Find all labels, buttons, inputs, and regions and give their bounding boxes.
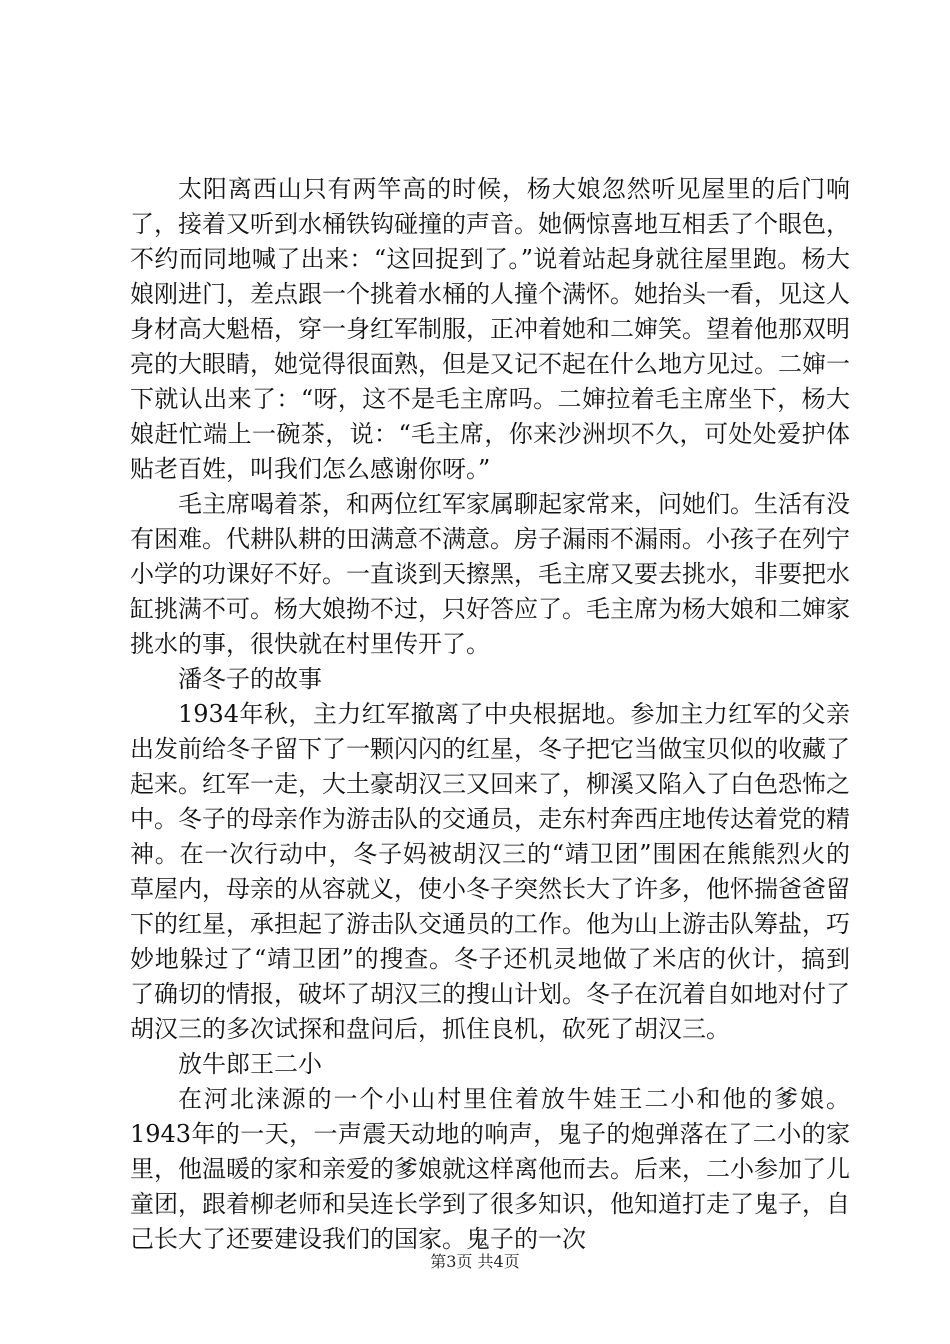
paragraph: 1934年秋，主力红军撤离了中央根据地。参加主力红军的父亲出发前给冬子留下了一颗闪闪的红星，冬子把它当做宝贝似的收藏了起来。红军一走，大土豪胡汉三又回来了，柳溪又陷入了白色恐怖之中。冬子的母亲作为游击队的交通员，走东村奔西庄地传达着党的精神。在一次行动中，冬子妈被胡汉三的“靖卫团”围困在熊熊烈火的草屋内，母亲的从容就义，使小冬子突然长大了许多，他怀揣爸爸留下的红星，承担起了游击队交通员的工作。他为山上游击队筹盐，巧妙地躲过了“靖卫团”的搜查。冬子还机灵地做了米店的伙计，搞到了确切的情报，破坏了胡汉三的搜山计划。冬子在沉着自如地对付了胡汉三的多次试探和盘问后，抓住良机，砍死了胡汉三。 (130, 700, 850, 1043)
paragraph: 毛主席喝着茶，和两位红军家属聊起家常来，问她们。生活有没有困难。代耕队耕的田满意不满意。房子漏雨不漏雨。小孩子在列宁小学的功课好不好。一直谈到天擦黑，毛主席又要去挑水，非要把水缸挑满不可。杨大娘拗不过，只好答应了。毛主席为杨大娘和二婶家挑水的事，很快就在村里传开了。 (130, 490, 850, 658)
document-body (130, 172, 850, 1257)
paragraph: 在河北涞源的一个小山村里住着放牛娃王二小和他的爹娘。1943年的一天，一声震天动地的响声，鬼子的炮弹落在了二小的家里，他温暖的家和亲爱的爹娘就这样离他而去。后来，二小参加了儿童团，跟着柳老师和吴连长学到了很多知识，他知道打走了鬼子，自己长大了还要建设我们的国家。鬼子的一次 (130, 1085, 850, 1253)
page-number-footer: 第3页 共4页 (430, 1252, 520, 1271)
section-heading: 放牛郎王二小 (178, 1050, 322, 1078)
section-heading: 潘冬子的故事 (178, 665, 322, 693)
paragraph: 太阳离西山只有两竿高的时候，杨大娘忽然听见屋里的后门响了，接着又听到水桶铁钩碰撞的声音。她俩惊喜地互相丢了个眼色，不约而同地喊了出来：“这回捉到了。”说着站起身就往屋里跑。杨大娘刚进门，差点跟一个挑着水桶的人撞个满怀。她抬头一看，见这人身材高大魁梧，穿一身红军制服，正冲着她和二婶笑。望着他那双明亮的大眼睛，她觉得很面熟，但是又记不起在什么地方见过。二婶一下就认出来了：“呀，这不是毛主席吗。二婶拉着毛主席坐下，杨大娘赶忙端上一碗茶，说：“毛主席，你来沙洲坝不久，可处处爱护体贴老百姓，叫我们怎么感谢你呀。” (130, 175, 850, 483)
